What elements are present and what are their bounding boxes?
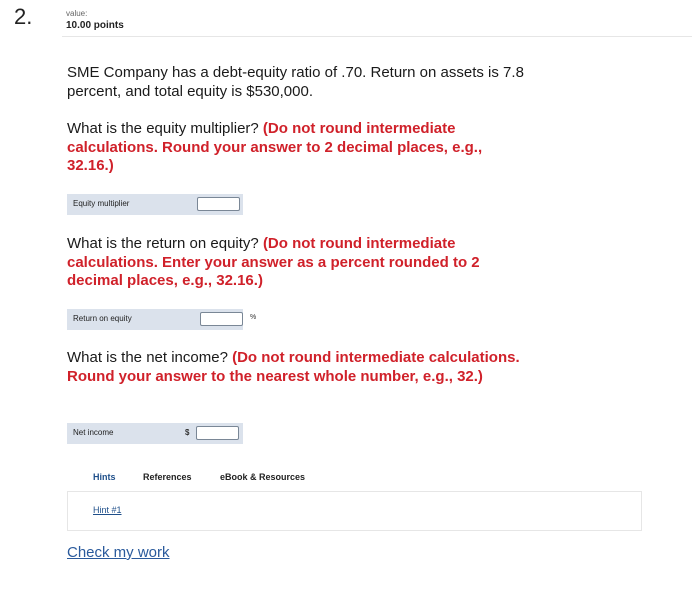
question-text: What is the net income? xyxy=(67,349,233,366)
problem-statement: SME Company has a debt-equity ratio of .70. Return on assets is 7.8 percent, and total equity is $530,000. xyxy=(67,64,524,100)
percent-suffix: % xyxy=(250,314,257,321)
answer-label: Return on equity xyxy=(73,314,132,323)
answer-row-equity-multiplier xyxy=(67,194,243,215)
question-instruction: (Do not round intermediate calculations. Enter your answer as a percent rounded to 2 decimal places, e.g., 32.16.) xyxy=(67,235,480,289)
question-number: 2. xyxy=(14,4,33,29)
tab-references[interactable]: References xyxy=(143,472,192,482)
answer-label: Equity multiplier xyxy=(73,199,130,208)
equity-multiplier-input[interactable] xyxy=(197,197,240,211)
question-net-income xyxy=(67,349,527,386)
check-my-work-link[interactable]: Check my work xyxy=(67,544,170,561)
hint-panel xyxy=(67,491,642,531)
net-income-input[interactable] xyxy=(196,426,239,440)
value-label: value: xyxy=(66,9,88,18)
answer-row-net-income xyxy=(67,423,243,444)
question-text: What is the return on equity? xyxy=(67,235,263,252)
question-points: 10.00 points xyxy=(66,20,124,31)
answer-label: Net income xyxy=(73,428,114,437)
tab-ebook-resources[interactable]: eBook & Resources xyxy=(220,472,306,482)
question-instruction: (Do not round intermediate calculations. Round your answer to the nearest whole number, e.g., 32.) xyxy=(67,349,520,385)
question-equity-multiplier xyxy=(67,120,527,176)
question-instruction: (Do not round intermediate calculations. Round your answer to 2 decimal places, e.g., 32.16.) xyxy=(67,120,483,174)
resource-tabs xyxy=(67,464,642,492)
hint-link[interactable]: Hint #1 xyxy=(93,505,122,515)
question-return-on-equity xyxy=(67,235,527,291)
question-text: What is the equity multiplier? xyxy=(67,120,263,137)
answer-row-return-on-equity xyxy=(67,309,243,330)
tab-hints[interactable]: Hints xyxy=(93,472,116,482)
header-divider xyxy=(62,36,692,37)
return-on-equity-input[interactable] xyxy=(200,312,243,326)
dollar-prefix: $ xyxy=(185,428,190,437)
